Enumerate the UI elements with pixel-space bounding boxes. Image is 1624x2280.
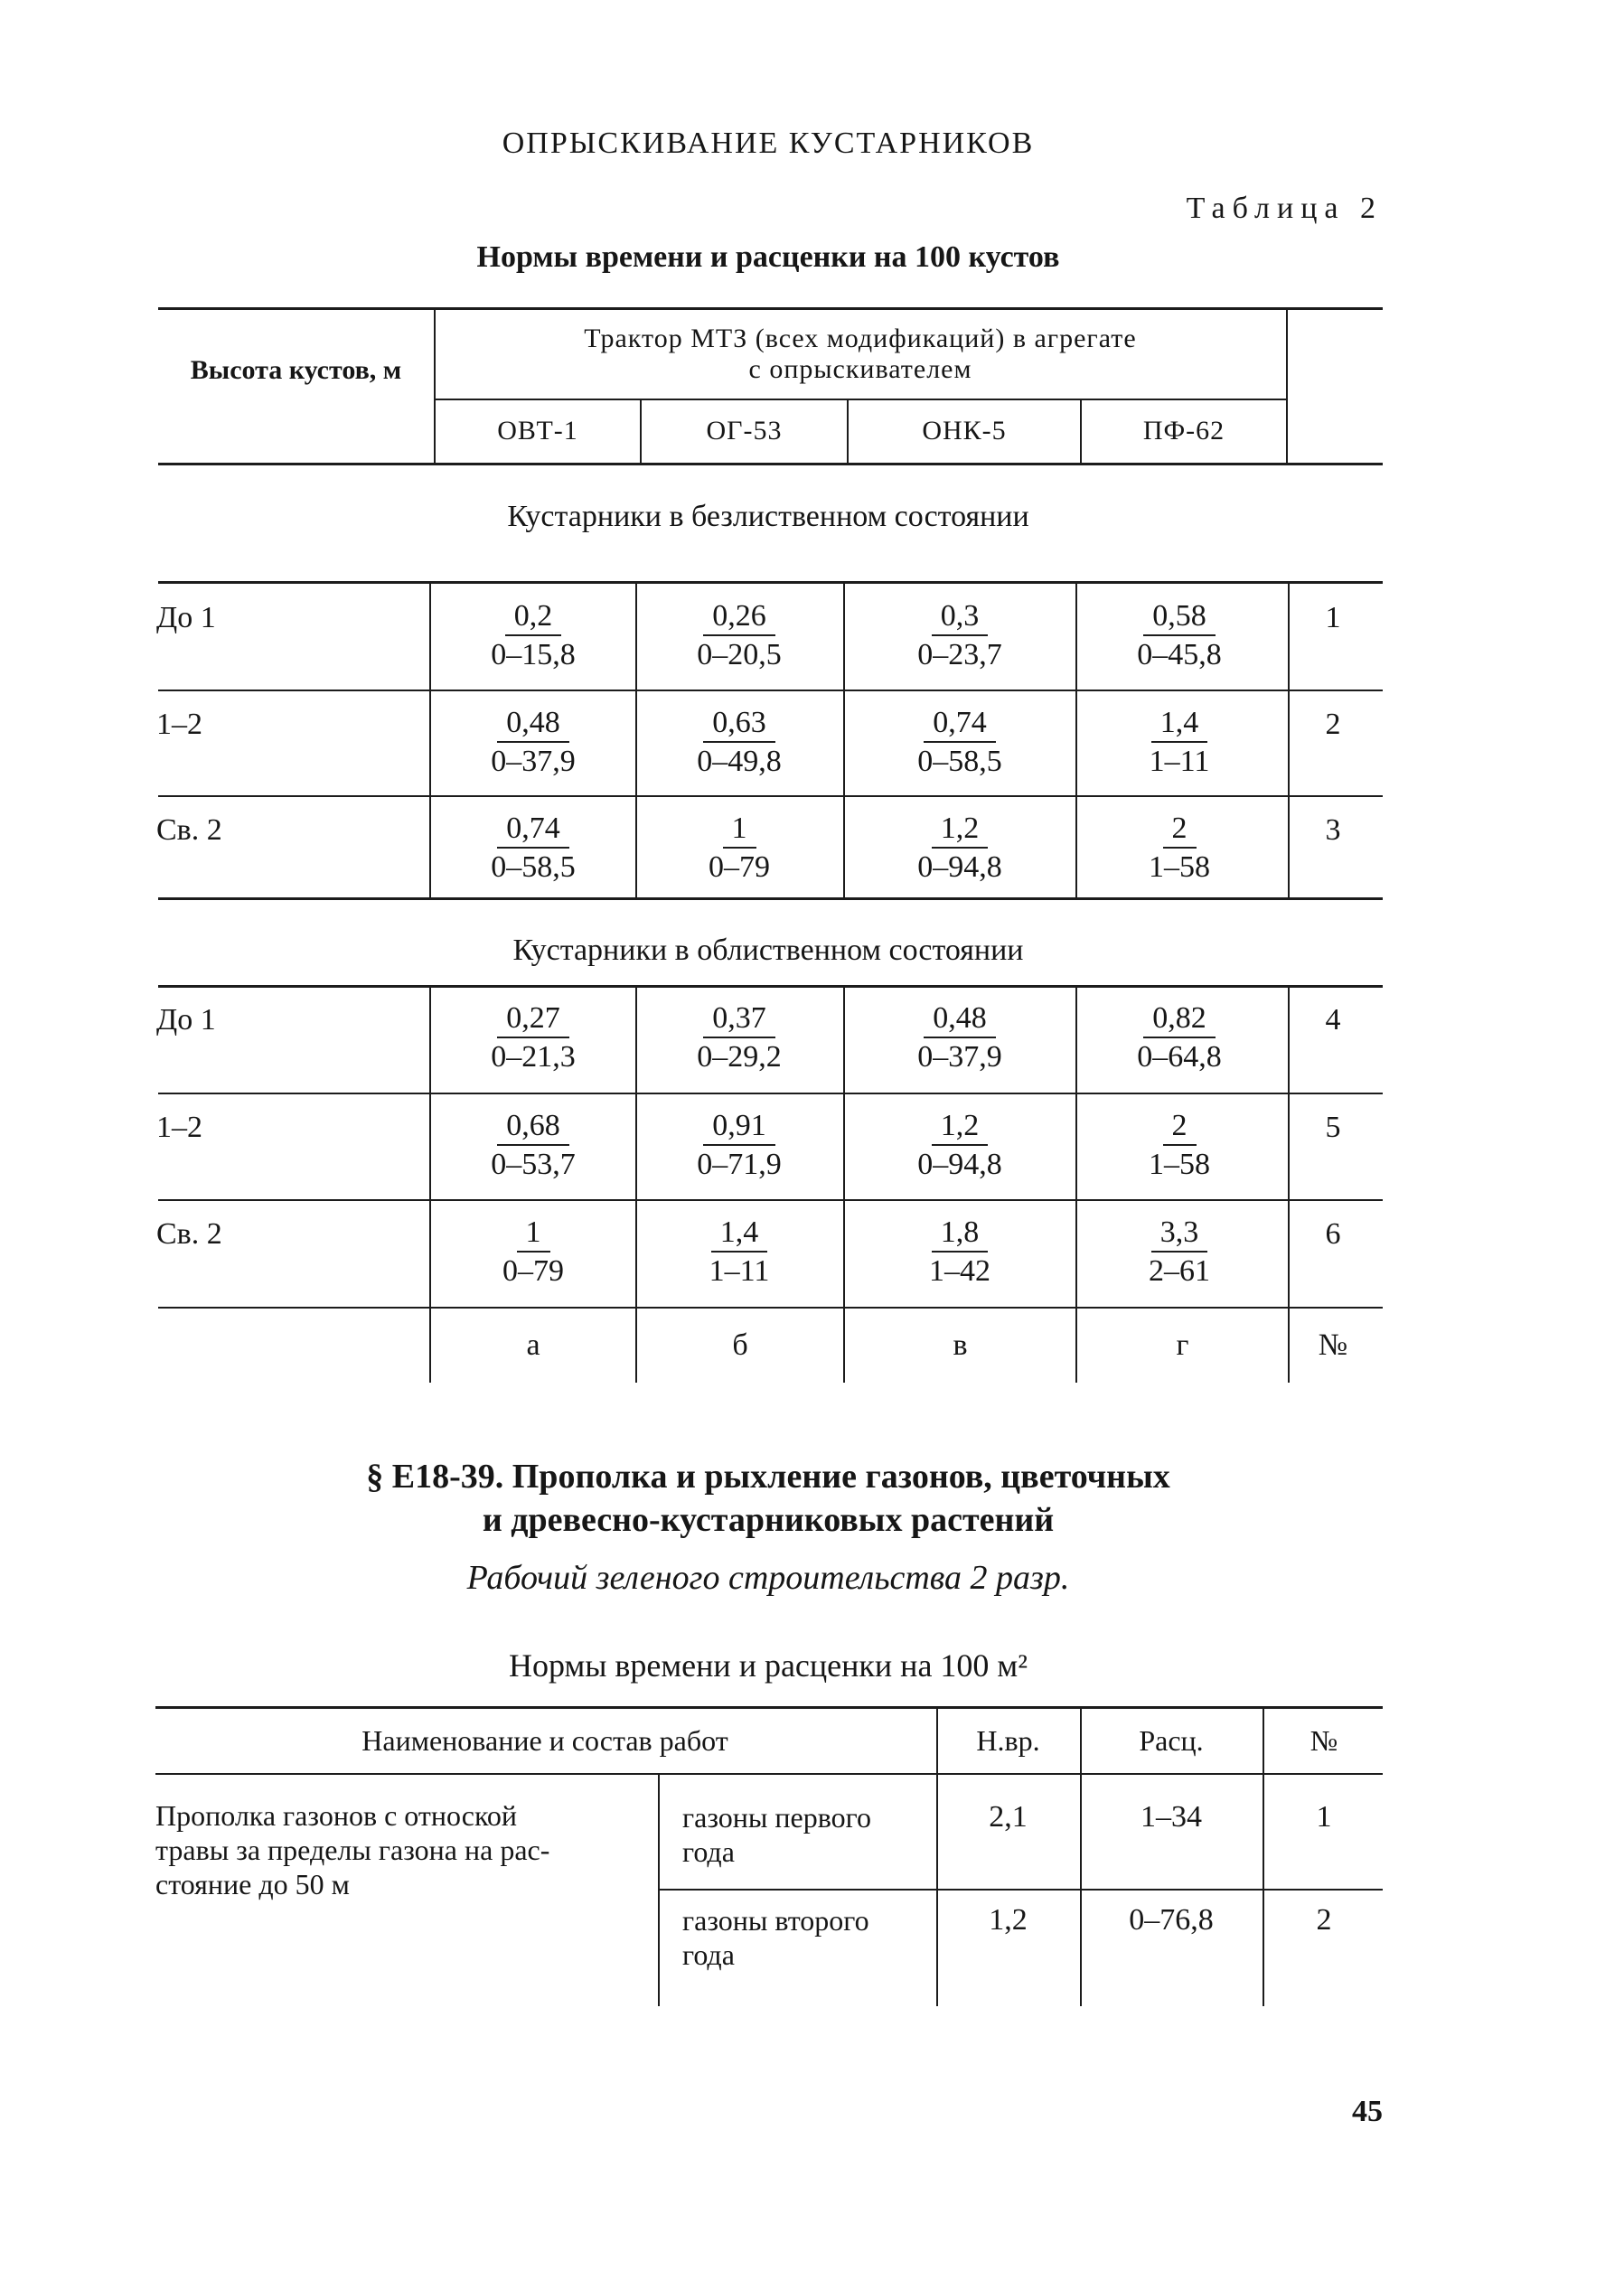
row-label: Св. 2 <box>156 1217 222 1251</box>
cell-rate: 0–15,8 <box>491 638 576 671</box>
cell-time: 1 <box>517 1215 550 1253</box>
row-divider <box>158 1307 1383 1309</box>
cell-time: 0,48 <box>924 1000 996 1038</box>
row-number: 5 <box>1325 1111 1341 1144</box>
cell-rate: 0–21,3 <box>491 1040 576 1074</box>
row-number: 2 <box>1316 1903 1332 1937</box>
cell-rate: 1–11 <box>709 1254 770 1288</box>
row-divider <box>158 1093 1383 1094</box>
cell-time: 0,74 <box>497 811 569 849</box>
cell-time: 1 <box>723 811 756 849</box>
work-description-line: Прополка газонов с отноской <box>155 1799 517 1832</box>
cell-value <box>1044 598 1315 674</box>
row-number: 4 <box>1325 1003 1341 1037</box>
work-description <box>155 1798 652 1901</box>
cell-rate: 0–64,8 <box>1137 1040 1222 1074</box>
table3-top-border <box>155 1706 1383 1709</box>
cell-time: 0,37 <box>703 1000 775 1038</box>
cell-rate: 0–23,7 <box>917 638 1002 671</box>
cell-rate: 1–58 <box>1149 850 1210 884</box>
row-label: 1–2 <box>156 708 202 741</box>
work-subtype-line: года <box>682 1835 735 1868</box>
cell-value <box>1044 811 1315 887</box>
row-divider <box>158 690 1383 691</box>
cell-rate: 0–29,2 <box>697 1040 782 1074</box>
cell-rate: 0–71,9 <box>697 1148 782 1181</box>
work-subtype <box>682 1903 931 1972</box>
header-work-name: Наименование и состав работ <box>361 1724 728 1757</box>
row-number: 1 <box>1325 601 1341 634</box>
cell-time: 0,48 <box>497 705 569 743</box>
row-number: 3 <box>1325 813 1341 847</box>
col-divider <box>1263 1708 1264 2006</box>
work-subtype-line: газоны первого <box>682 1801 871 1834</box>
cell-rate: 0–94,8 <box>917 850 1002 884</box>
row-label: Св. 2 <box>156 813 222 847</box>
work-subtype <box>682 1800 931 1869</box>
cell-time: 0,82 <box>1143 1000 1216 1038</box>
cell-rate: 0–45,8 <box>1137 638 1222 671</box>
section2-top-border <box>158 985 1383 988</box>
cell-time: 2 <box>1163 811 1197 849</box>
cell-rate: 0–37,9 <box>917 1040 1002 1074</box>
rate-value: 1–34 <box>1141 1800 1202 1834</box>
row-label: До 1 <box>156 1003 216 1037</box>
header-group-line2: с опрыскивателем <box>748 354 972 384</box>
cell-rate: 0–94,8 <box>917 1148 1002 1181</box>
section1-title: Кустарники в безлиственном состоянии <box>507 500 1029 533</box>
cell-rate: 0–53,7 <box>491 1148 576 1181</box>
cell-rate: 0–20,5 <box>697 638 782 671</box>
cell-time: 0,27 <box>497 1000 569 1038</box>
row-number: 2 <box>1325 708 1341 741</box>
cell-time: 2 <box>1163 1108 1197 1146</box>
time-norm: 1,2 <box>989 1903 1028 1937</box>
section1-top-border <box>158 581 1383 584</box>
cell-time: 0,63 <box>703 705 775 743</box>
work-description-line: стояние до 50 м <box>155 1868 350 1900</box>
column-header: ПФ-62 <box>1142 416 1225 446</box>
header-rate: Расц. <box>1139 1724 1204 1757</box>
cell-time: 1,4 <box>1151 705 1208 743</box>
cell-time: 1,8 <box>932 1215 989 1253</box>
header-group-rule <box>434 399 1288 400</box>
column-letter: а <box>526 1328 540 1362</box>
work-description-line: травы за пределы газона на рас- <box>155 1834 550 1866</box>
worker-rank: Рабочий зеленого строительства 2 разр. <box>466 1559 1070 1597</box>
cell-time: 0,68 <box>497 1108 569 1146</box>
cell-rate: 1–11 <box>1149 745 1210 778</box>
cell-rate: 2–61 <box>1149 1254 1210 1288</box>
cell-time: 3,3 <box>1151 1215 1208 1253</box>
col-divider <box>658 1775 660 2006</box>
column-header: ОВТ-1 <box>497 416 578 446</box>
rate-value: 0–76,8 <box>1129 1903 1214 1937</box>
work-subtype-line: газоны второго <box>682 1904 869 1937</box>
cell-time: 0,26 <box>703 598 775 636</box>
cell-value <box>1044 705 1315 781</box>
column-letter: в <box>953 1328 968 1362</box>
cell-rate: 1–42 <box>929 1254 990 1288</box>
row-label: 1–2 <box>156 1111 202 1144</box>
work-subtype-line: года <box>682 1938 735 1971</box>
header-row-label: Высота кустов, м <box>190 355 402 385</box>
column-letter: б <box>732 1328 748 1362</box>
cell-rate: 0–49,8 <box>697 745 782 778</box>
header-group-line1: Трактор МТЗ (всех модификаций) в агрегате <box>584 324 1137 353</box>
cell-time: 0,91 <box>703 1108 775 1146</box>
section1-bottom-border <box>158 897 1383 900</box>
table3-header-bottom <box>155 1773 1383 1775</box>
row-divider <box>158 795 1383 797</box>
row-divider <box>660 1889 1383 1891</box>
col-divider <box>936 1708 938 2006</box>
cell-rate: 0–79 <box>502 1254 564 1288</box>
page-number: 45 <box>1352 2095 1383 2128</box>
header-number: № <box>1310 1724 1338 1757</box>
section2-title: Кустарники в облиственном состоянии <box>512 934 1024 967</box>
table2-top-border <box>158 307 1383 310</box>
column-letter: г <box>1176 1328 1189 1362</box>
header-bottom-border <box>158 463 1383 465</box>
time-norm: 2,1 <box>989 1800 1028 1834</box>
cell-time: 1,4 <box>711 1215 768 1253</box>
number-column-label: № <box>1318 1328 1348 1362</box>
cell-time: 0,2 <box>505 598 562 636</box>
cell-rate: 0–58,5 <box>917 745 1002 778</box>
cell-time: 1,2 <box>932 811 989 849</box>
cell-value <box>1044 1000 1315 1076</box>
header-time: Н.вр. <box>976 1724 1040 1757</box>
table-caption: Нормы времени и расценки на 100 кустов <box>476 240 1060 274</box>
col-divider <box>1080 1708 1082 2006</box>
cell-time: 0,3 <box>932 598 989 636</box>
cell-rate: 0–79 <box>709 850 770 884</box>
row-divider <box>158 1199 1383 1201</box>
table-label: Таблица 2 <box>1186 192 1383 225</box>
column-header: ОГ-53 <box>706 416 783 446</box>
cell-time: 1,2 <box>932 1108 989 1146</box>
cell-rate: 0–37,9 <box>491 745 576 778</box>
row-label: До 1 <box>156 601 216 634</box>
column-header: ОНК-5 <box>922 416 1007 446</box>
cell-value <box>1044 1215 1315 1290</box>
cell-rate: 1–58 <box>1149 1148 1210 1181</box>
section-heading-line1: § Е18-39. Прополка и рыхление газонов, цветочных <box>366 1458 1170 1496</box>
header-divider <box>1286 309 1288 463</box>
cell-value <box>1044 1108 1315 1184</box>
cell-time: 0,74 <box>924 705 996 743</box>
page-title: ОПРЫСКИВАНИЕ КУСТАРНИКОВ <box>502 127 1035 160</box>
norms-caption: Нормы времени и расценки на 100 м² <box>509 1647 1028 1684</box>
row-number: 1 <box>1316 1800 1332 1834</box>
row-number: 6 <box>1325 1217 1341 1251</box>
section-heading-line2: и древесно-кустарниковых растений <box>482 1501 1055 1539</box>
cell-time: 0,58 <box>1143 598 1216 636</box>
cell-rate: 0–58,5 <box>491 850 576 884</box>
